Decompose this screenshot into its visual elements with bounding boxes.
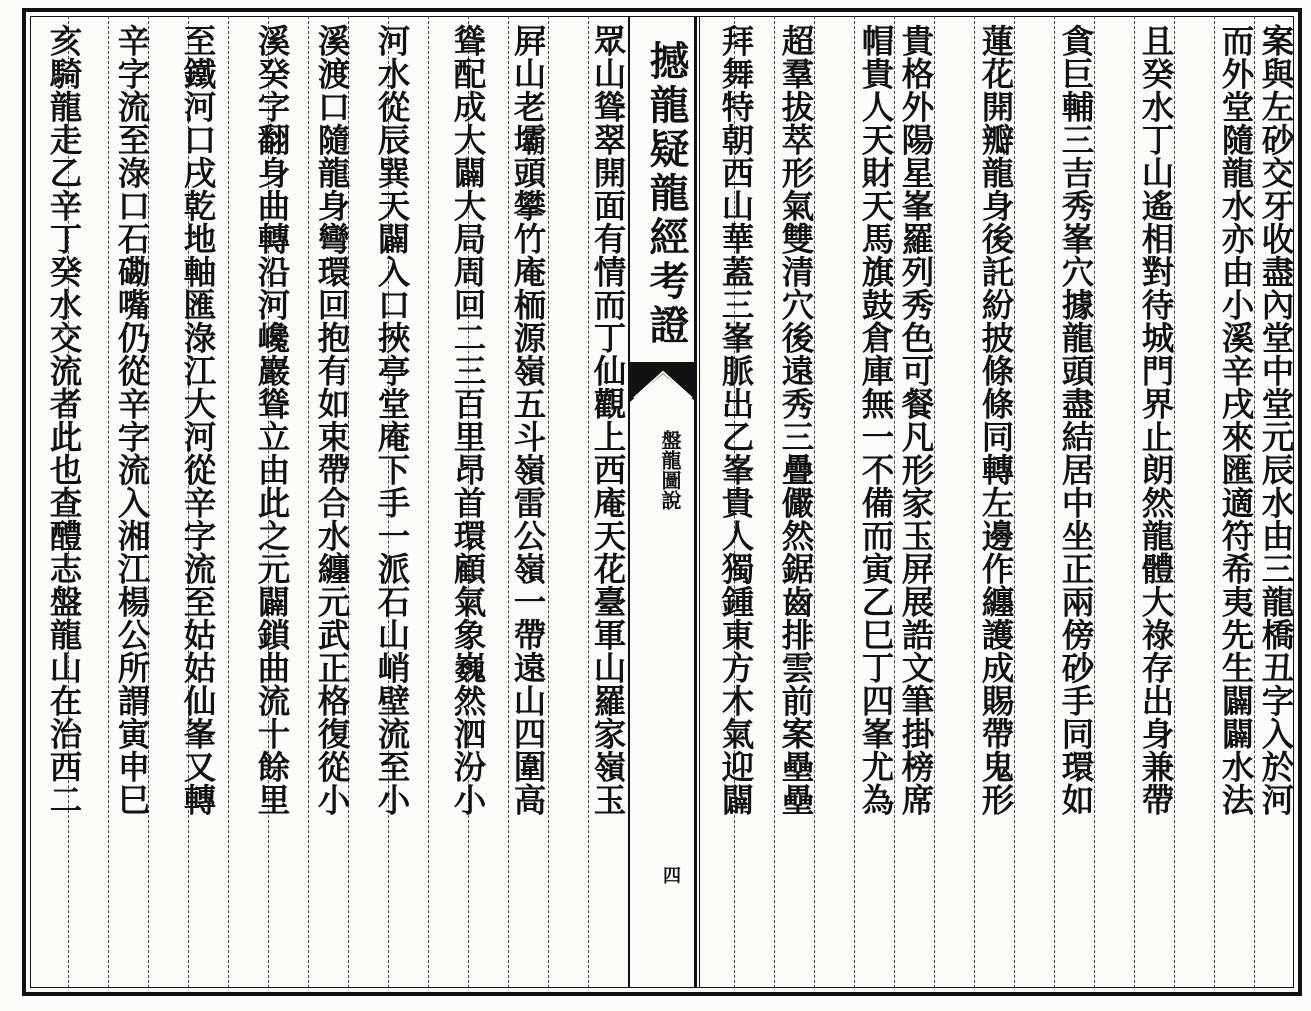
column-rule bbox=[548, 16, 549, 988]
column-rule bbox=[854, 16, 855, 988]
column-rule bbox=[974, 16, 975, 988]
text-column-14: 溪渡口隨龍身彎環回抱有如束帶合水纏元武正格復從小 bbox=[313, 24, 352, 816]
text-column-6: 貴格外陽星峯羅列秀色可餐凡形家玉屏展誥文筆掛榜席 bbox=[897, 24, 936, 816]
text-column-9: 拜舞特朝西山華蓋三峯脈出乙峯貴人獨鍾東方木氣迎闢 bbox=[717, 24, 756, 816]
text-column-3: 且癸水丁山遙相對待城門界止朗然龍體大祿存出身兼帶 bbox=[1137, 24, 1176, 816]
column-rule bbox=[1054, 16, 1055, 988]
page-number: 四 bbox=[663, 866, 681, 887]
text-column-5: 蓮花開瓣龍身後託紛披條條同轉左邊作纏護成賜帶鬼形 bbox=[977, 24, 1016, 816]
text-column-8: 超羣拔萃形氣雙清穴後遠秀三疊儼然鋸齒排雲前案壘壘 bbox=[777, 24, 816, 816]
column-rule bbox=[1214, 16, 1215, 988]
center-fold-rule bbox=[699, 16, 700, 988]
text-column-7: 帽貴人天財天馬旗鼓倉庫無一不備而寅乙巳丁四峯尤為 bbox=[857, 24, 896, 816]
column-rule bbox=[228, 16, 229, 988]
column-rule bbox=[108, 16, 109, 988]
column-rule bbox=[1134, 16, 1135, 988]
text-column-16: 至鐵河口戌乾地軸匯淥江大河從辛字流至姑姑仙峯又轉 bbox=[179, 24, 218, 816]
center-fold-rule bbox=[628, 16, 630, 988]
column-rule bbox=[308, 16, 309, 988]
text-column-17: 辛字流至淥口石磡嘴仍從辛字流入湘江楊公所謂寅申巳 bbox=[113, 24, 152, 816]
text-column-13: 河水從辰巽天闢入口挾亭堂庵下手一派石山峭壁流至小 bbox=[373, 24, 412, 816]
section-subtitle: 盤龍圖說 bbox=[658, 430, 682, 510]
column-rule bbox=[428, 16, 429, 988]
column-rule bbox=[774, 16, 775, 988]
text-column-11: 屛山老壩頭攀竹庵栭源嶺五斗嶺雷公嶺一帶遠山四圍高 bbox=[509, 24, 548, 816]
text-column-18: 亥騎龍走乙辛丁癸水交流者此也查醴志盤龍山在治西二 bbox=[45, 24, 84, 816]
text-column-1: 案與左砂交牙收盡內堂中堂元辰水由三龍橋丑字入於河 bbox=[1257, 24, 1296, 816]
fishtail-ornament bbox=[630, 362, 696, 402]
text-column-10: 眾山聳翠開面有情而丁仙觀上西庵天花臺軍山羅家嶺玉 bbox=[589, 24, 628, 816]
text-column-15: 溪癸字翻身曲轉沿河巉巖聳立由此之元闢鎖曲流十餘里 bbox=[253, 24, 292, 816]
text-column-2: 而外堂隨龍水亦由小溪辛戌來匯適符希夷先生闢闢水法 bbox=[1217, 24, 1256, 816]
text-column-12: 聳配成大闢大局周回二三百里昂首環顧氣象巍然泗汾小 bbox=[449, 24, 488, 816]
text-column-4: 貪巨輔三吉秀峯穴據龍頭盡結居中坐正兩傍砂手同環如 bbox=[1057, 24, 1096, 816]
book-title: 撼龍疑龍經考證 bbox=[643, 40, 690, 348]
